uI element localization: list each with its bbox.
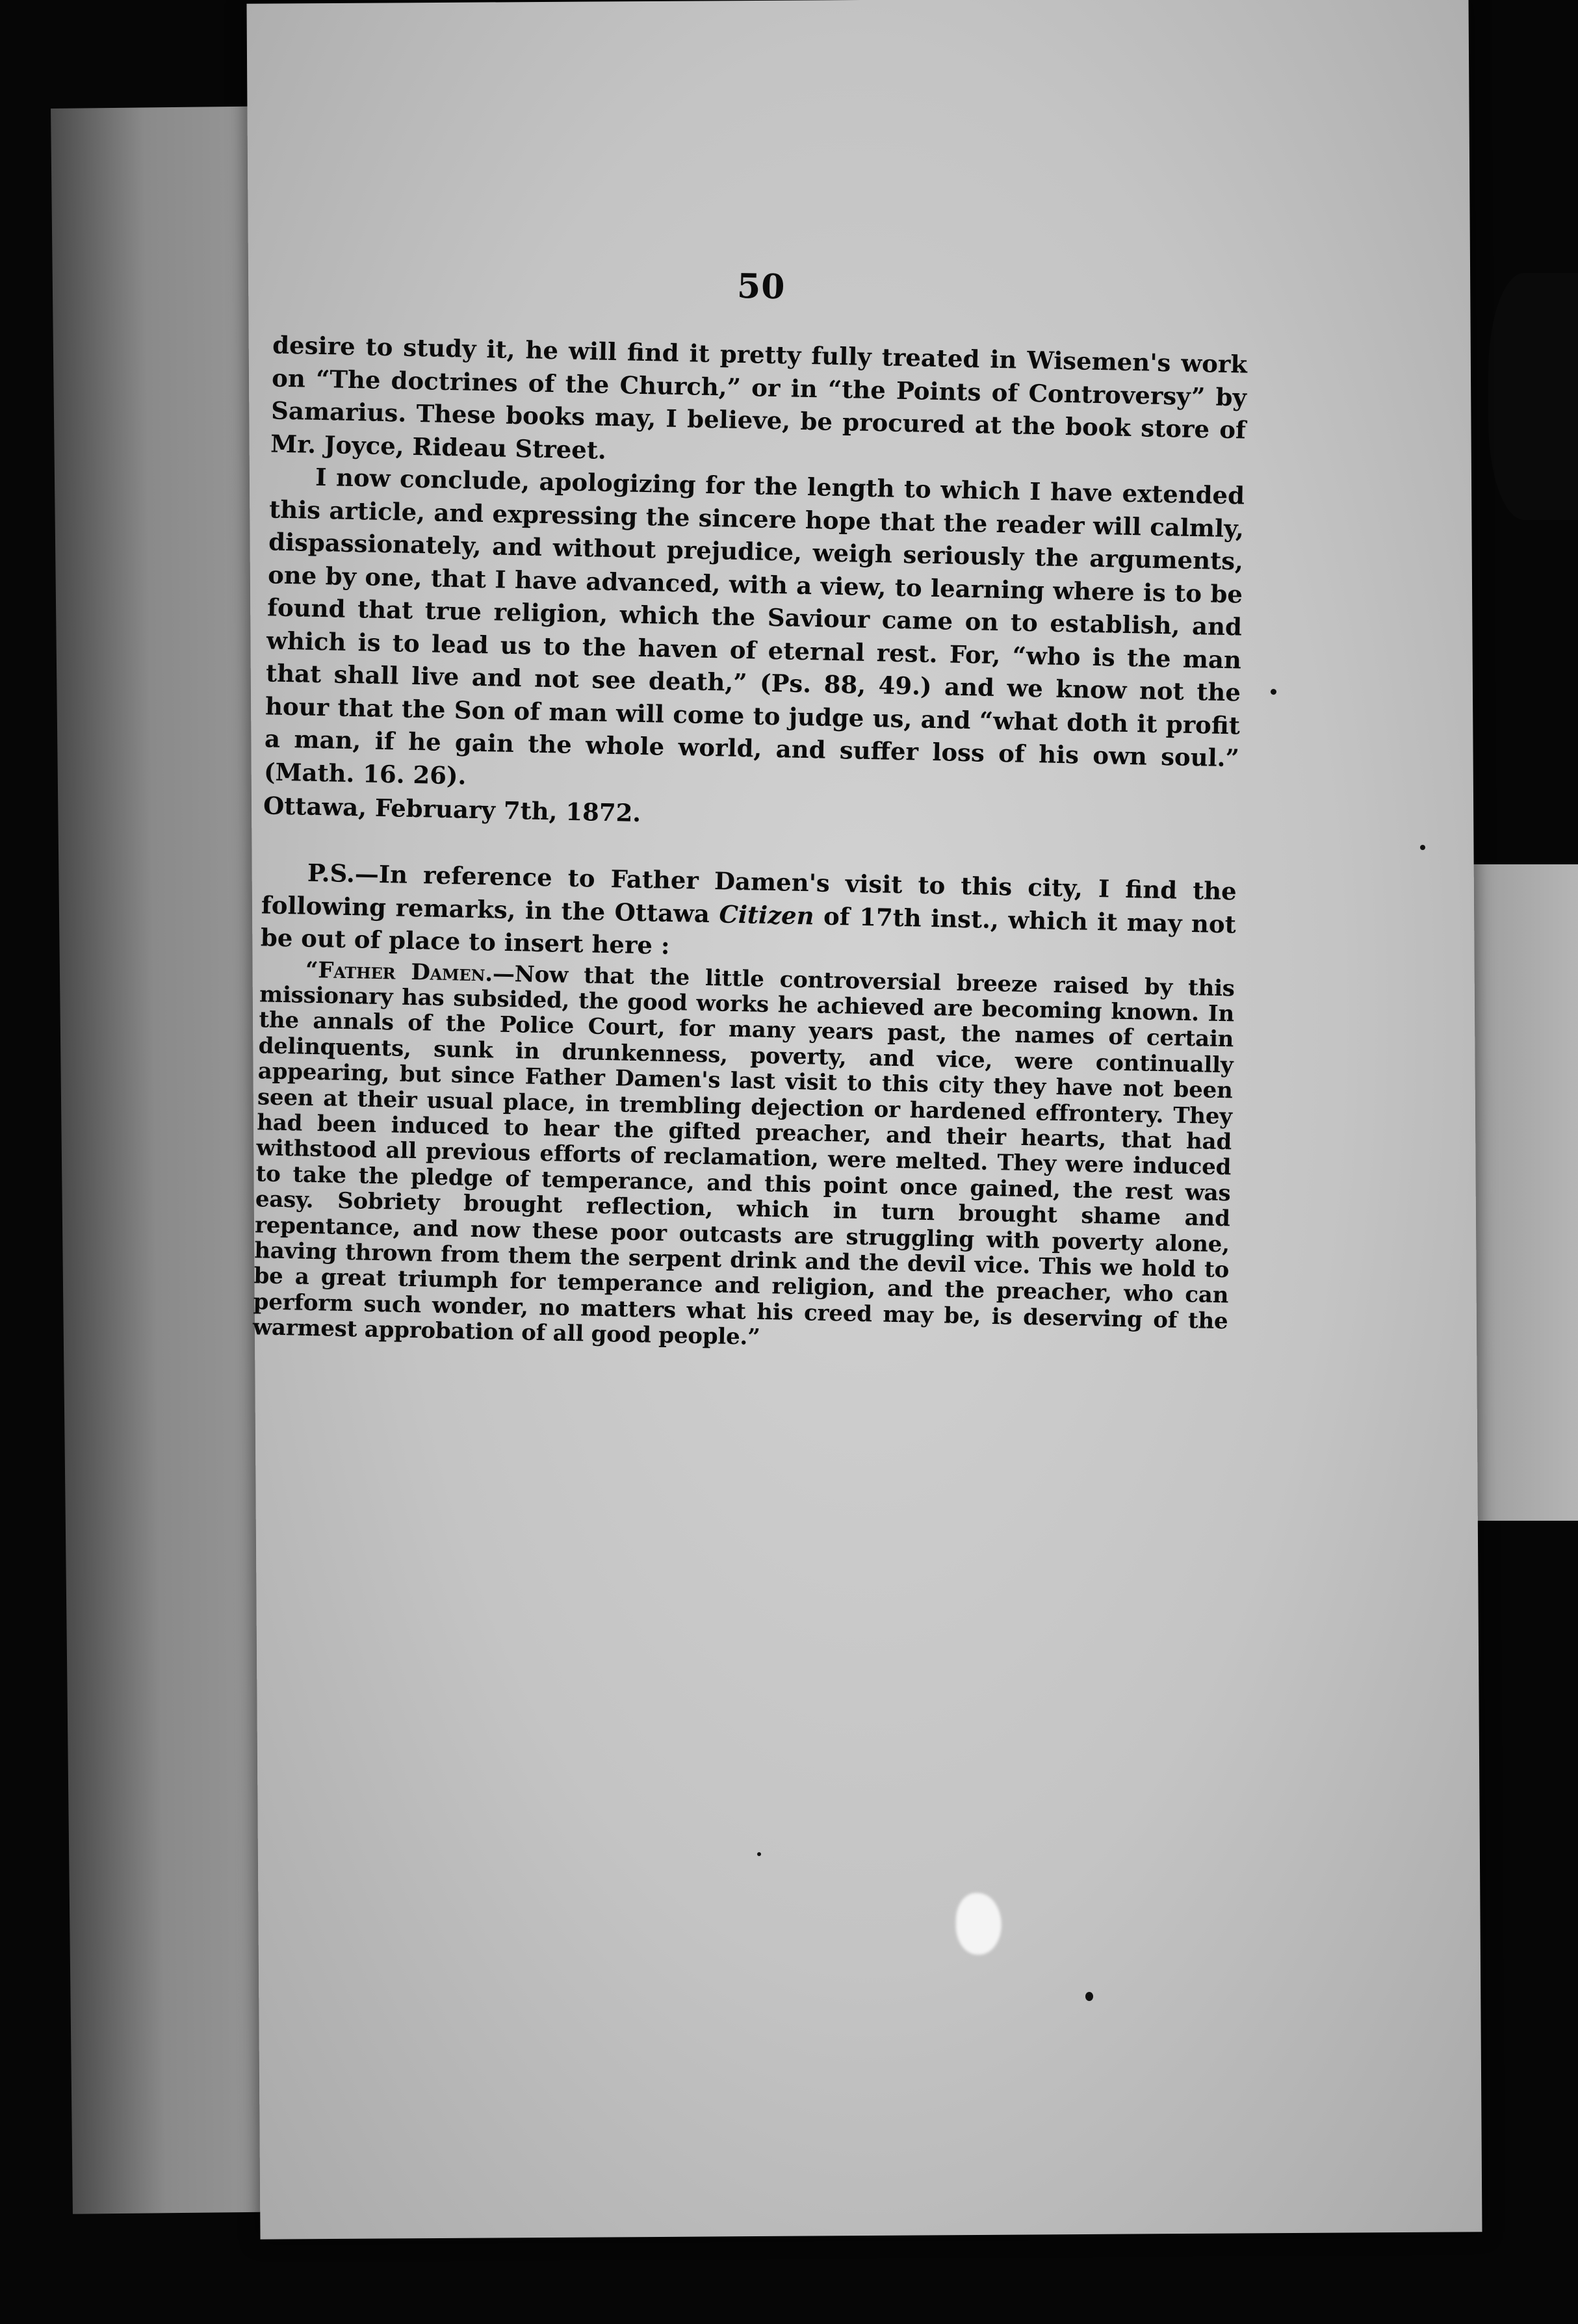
dust-speck [1420,845,1425,850]
dust-speck [757,1852,761,1856]
quote-open-mark: “ [305,957,318,983]
right-edge-paper-scrap [1466,864,1578,1521]
postscript [260,855,1237,974]
paragraph-conclusion: I now conclude, apologizing for the length to which I have extended this article, and expressing the sincere hope that the reader will calmly, dispassionately, and without prejudice, weigh seriously the arguments, one by one, that I have advanced, with a view, to learning where is to be found that true religion, which the Saviour came on to establish, and which is to lead us to the haven of eternal rest. For, “who is the man that shall live and not see death,” (Ps. 88, 49.) and we know not the hour that the Son of man will come to judge us, and “what doth it profit a man, if he gain the whole world, and suffer loss of his own soul.” (Math. 16. 26). [263,462,1245,790]
book-page [247,0,1482,2240]
quote-heading: Father Damen. [317,957,493,987]
body-text [252,329,1248,1382]
torn-edge [1488,273,1578,520]
page-content [252,261,1249,1351]
paper-blemish [955,1892,1002,1955]
dust-speck [1085,1992,1093,2001]
newspaper-quote [253,957,1235,1360]
paragraph-continuation: desire to study it, he will find it pretty fully treated in Wisemen's work on “The doctrines of the Church,” or in “the Points of Controversy” by Samarius. These books may, I believe, be procured at the book store of Mr. Joyce, Rideau Street. [270,330,1248,465]
page-number: 50 [736,266,786,307]
dust-speck [1271,689,1276,695]
quote-body: —Now that the little controversial breeze raised by this missionary has subsided, the good works he achieved are becoming known. In the annals of the Police Court, for many years past, the names of certain delinquents, sunk in drunkenness, poverty, and vice, were continually appearing, but since Father Damen's last visit to this city they have not been seen at their usual place, in trembling dejection or hardened effrontery. They had been induced to hear the gifted preacher, and their hearts, that had withstood all previous efforts of reclamation, were melted. They were induced to take the pledge of temperance, and this point once gained, the rest was easy. Sobriety brought reflection, which in turn brought shame and repentance, and now these poor outcasts are struggling with poverty alone, having thrown from them the serpent drink and the devil vice. This we hold to be a great triumph for temperance and religion, and the preacher, who can perform such wonder, no matters what his creed may be, is deserving of the warmest approbation of all good people.” [252,960,1235,1351]
dateline: Ottawa, February 7th, 1872. [263,791,641,828]
newspaper-name: Citizen [719,899,814,930]
postscript-text-end: of 17th inst., which it may not be out of place to insert here : [260,901,1237,960]
postscript-text: P.S.—In reference to Father Damen's visit to this city, I find the following remarks, in the Ottawa [261,858,1237,928]
